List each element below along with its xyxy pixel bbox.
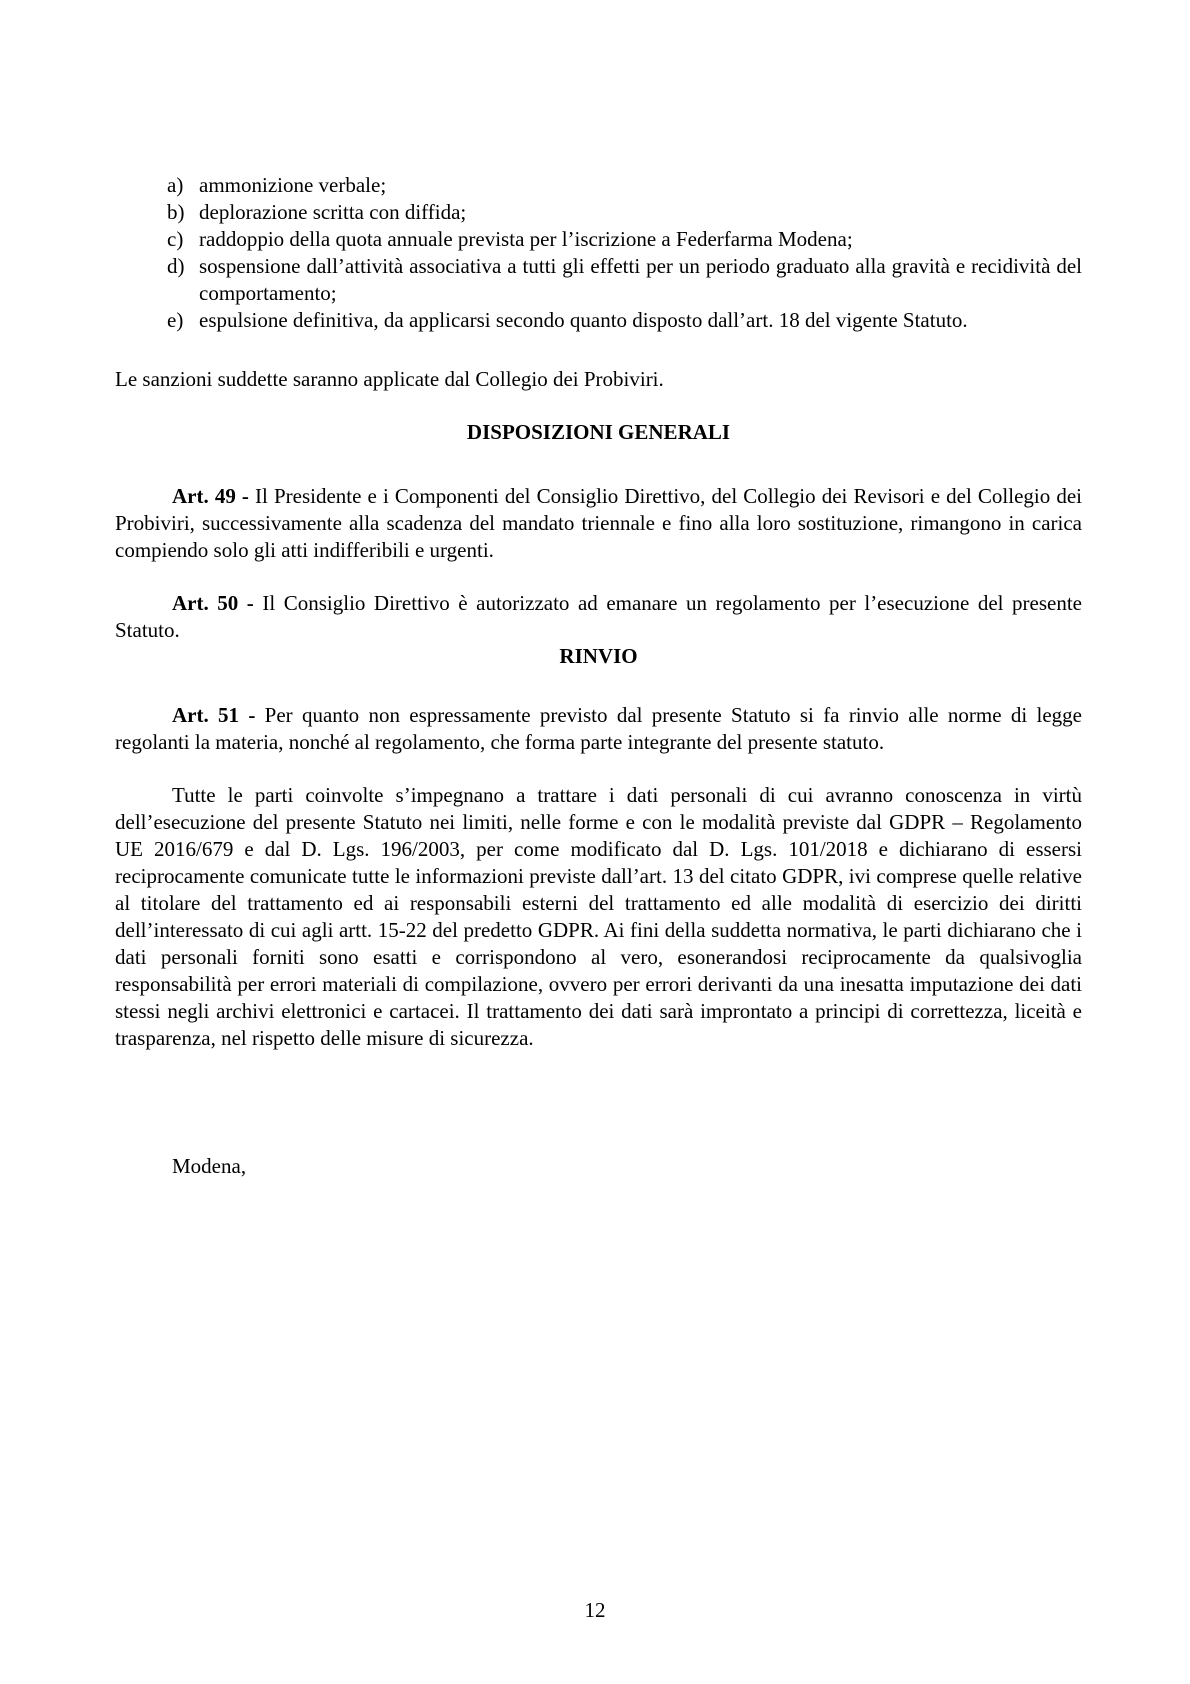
list-text: raddoppio della quota annuale prevista per l’iscrizione a Federfarma Modena; bbox=[199, 227, 853, 251]
sanctions-note: Le sanzioni suddette saranno applicate dal Collegio dei Probiviri. bbox=[115, 367, 664, 391]
list-text: espulsione definitiva, da applicarsi secondo quanto disposto dall’art. 18 del vigente Statuto. bbox=[199, 308, 968, 332]
list-item bbox=[167, 172, 1082, 199]
heading-rinvio: RINVIO bbox=[559, 644, 638, 668]
list-text: sospensione dall’attività associativa a tutti gli effetti per un periodo graduato alla gravità e recidività del comportamento; bbox=[199, 254, 1082, 305]
list-item bbox=[167, 307, 1082, 334]
list-item bbox=[167, 253, 1082, 307]
list-text: ammonizione verbale; bbox=[199, 173, 387, 197]
article-51-text: Per quanto non espressamente previsto dal presente Statuto si fa rinvio alle norme di legge regolanti la materia, nonché al regolamento, che forma parte integrante del presente statuto. bbox=[115, 703, 1082, 754]
list-text: deplorazione scritta con diffida; bbox=[199, 200, 467, 224]
article-51 bbox=[115, 702, 1082, 756]
article-50-text: Il Consiglio Direttivo è autorizzato ad emanare un regolamento per l’esecuzione del presente Statuto. bbox=[115, 591, 1082, 642]
article-49-text: Il Presidente e i Componenti del Consiglio Direttivo, del Collegio dei Revisori e del Collegio dei Probiviri, successivamente alla scadenza del mandato triennale e fino alla loro sostituzione, rimangono in carica compiendo solo gli atti indifferibili e urgenti. bbox=[115, 484, 1082, 562]
article-50-label: Art. 50 - bbox=[172, 591, 254, 615]
list-item bbox=[167, 226, 1082, 253]
page-number: 12 bbox=[584, 1598, 606, 1622]
list-marker: a) bbox=[167, 173, 184, 197]
article-51-label: Art. 51 - bbox=[172, 703, 256, 727]
heading-general-provisions: DISPOSIZIONI GENERALI bbox=[466, 420, 731, 444]
privacy-paragraph: Tutte le parti coinvolte s’impegnano a trattare i dati personali di cui avranno conoscenza in virtù dell’esecuzione del presente Statuto nei limiti, nelle forme e con le modalità previste dal GDPR – Regolamento UE 2016/679 e dal D. Lgs. 196/2003, per come modificato dal D. Lgs. 101/2018 e dichiarano di essersi reciprocamente comunicate tutte le informazioni previste dall’art. 13 del citato GDPR, ivi comprese quelle relative al titolare del trattamento ed ai responsabili esterni del trattamento ed alle modalità di esercizio dei diritti dell’interessato di cui agli artt. 15-22 del predetto GDPR. Ai fini della suddetta normativa, le parti dichiarano che i dati personali forniti sono esatti e corrispondono al vero, esonerandosi reciprocamente da qualsivoglia responsabilità per errori materiali di compilazione, ovvero per errori derivanti da una inesatta imputazione dei dati stessi negli archivi elettronici e cartacei. Il trattamento dei dati sarà improntato a principi di correttezza, liceità e trasparenza, nel rispetto delle misure di sicurezza. bbox=[115, 783, 1082, 1050]
place-line: Modena, bbox=[172, 1154, 247, 1178]
article-49 bbox=[115, 483, 1082, 564]
article-49-label: Art. 49 - bbox=[172, 484, 249, 508]
list-marker: e) bbox=[167, 308, 184, 332]
article-50 bbox=[115, 590, 1082, 644]
list-item bbox=[167, 199, 1082, 226]
sanctions-list bbox=[167, 172, 1082, 334]
list-marker: c) bbox=[167, 227, 184, 251]
list-marker: d) bbox=[167, 254, 185, 278]
list-marker: b) bbox=[167, 200, 185, 224]
